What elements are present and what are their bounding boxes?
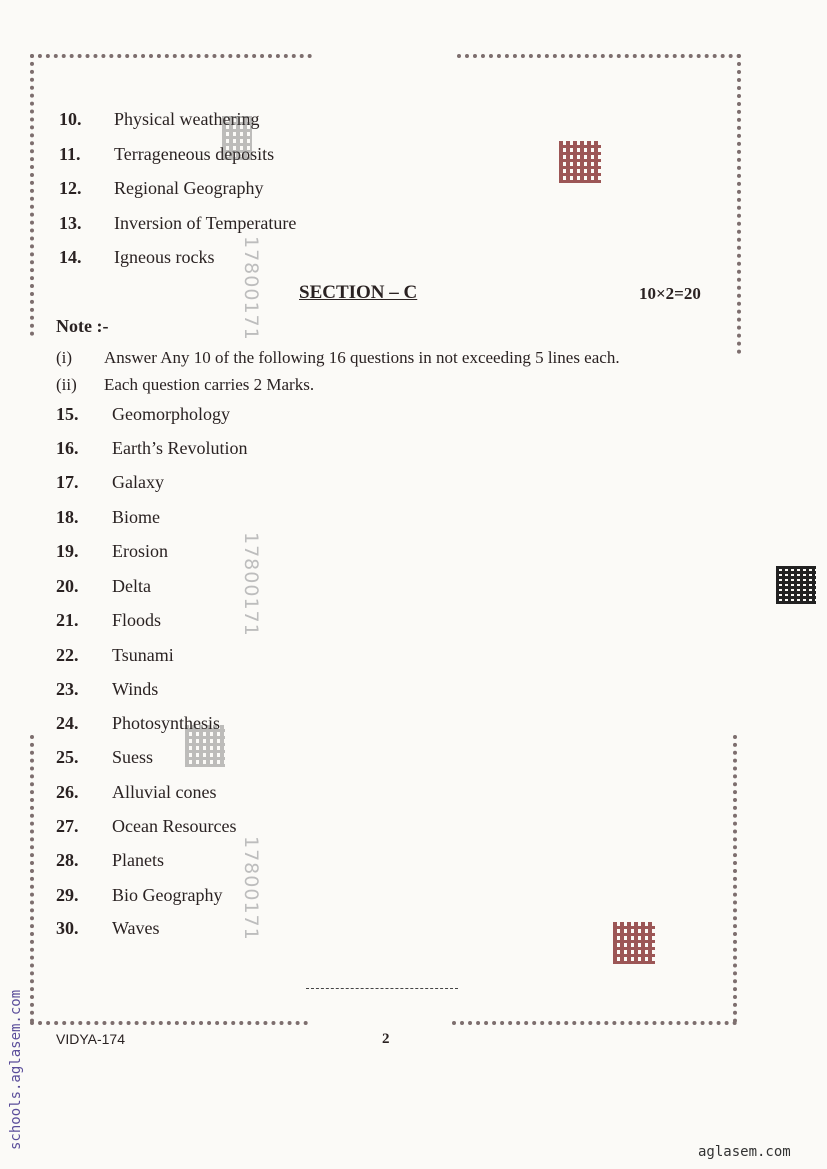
top-border-right — [457, 54, 741, 58]
security-code-icon — [613, 922, 655, 964]
note-number: (i) — [56, 348, 73, 367]
paper-code: VIDYA-174 — [56, 1031, 125, 1047]
note-number: (ii) — [56, 375, 77, 394]
question-text: Terrageneous deposits — [114, 144, 275, 164]
note-text: Each question carries 2 Marks. — [104, 375, 315, 394]
question-number: 14. — [59, 247, 82, 267]
question-number: 21. — [56, 610, 79, 630]
question-text: Photosynthesis — [112, 713, 221, 733]
question-text: Ocean Resources — [112, 816, 237, 836]
left-border-top — [30, 54, 34, 336]
question-text: Alluvial cones — [112, 782, 217, 802]
serial-number: 17800171 — [240, 836, 262, 941]
question-number: 18. — [56, 507, 79, 527]
question-number: 24. — [56, 713, 79, 733]
question-text: Erosion — [112, 541, 168, 561]
page-number: 2 — [382, 1031, 390, 1047]
bottom-watermark: aglasem.com — [698, 1144, 791, 1160]
question-text: Waves — [112, 918, 160, 938]
question-text: Tsunami — [112, 645, 174, 665]
security-code-icon — [185, 725, 225, 767]
question-number: 20. — [56, 576, 79, 596]
section-title: SECTION – C — [299, 282, 418, 303]
serial-number: 17800171 — [240, 532, 262, 637]
question-text: Physical weathering — [114, 109, 260, 129]
question-number: 29. — [56, 885, 79, 905]
question-text: Galaxy — [112, 472, 164, 492]
question-number: 19. — [56, 541, 79, 561]
question-text: Geomorphology — [112, 404, 230, 424]
question-text: Regional Geography — [114, 178, 264, 198]
question-number: 12. — [59, 178, 82, 198]
security-code-icon — [559, 141, 601, 183]
question-number: 30. — [56, 918, 79, 938]
question-number: 10. — [59, 109, 82, 129]
section-marks: 10×2=20 — [639, 284, 701, 303]
question-text: Floods — [112, 610, 162, 630]
question-number: 13. — [59, 213, 82, 233]
security-code-icon — [222, 116, 252, 160]
question-number: 17. — [56, 472, 79, 492]
question-number: 16. — [56, 438, 79, 458]
top-border-left — [30, 54, 312, 58]
bottom-border-right — [452, 1021, 737, 1025]
question-number: 25. — [56, 747, 79, 767]
question-number: 27. — [56, 816, 79, 836]
question-text: Inversion of Temperature — [114, 213, 297, 233]
question-number: 26. — [56, 782, 79, 802]
question-text: Biome — [112, 507, 160, 527]
right-border-top — [737, 54, 741, 354]
question-number: 15. — [56, 404, 79, 424]
question-text: Bio Geography — [112, 885, 223, 905]
question-number: 22. — [56, 645, 79, 665]
bottom-border-left — [30, 1021, 308, 1025]
side-watermark: schools.aglasem.com — [8, 989, 24, 1150]
note-label: Note :- — [56, 316, 109, 336]
question-text: Suess — [112, 747, 154, 767]
question-text: Planets — [112, 850, 164, 870]
question-number: 11. — [59, 144, 81, 164]
question-text: Winds — [112, 679, 159, 699]
end-line — [306, 988, 458, 989]
left-border-bottom — [30, 735, 34, 1023]
question-text: Igneous rocks — [114, 247, 215, 267]
question-text: Delta — [112, 576, 151, 596]
right-border-bottom — [733, 735, 737, 1023]
question-text: Earth’s Revolution — [112, 438, 248, 458]
qr-code-icon — [776, 566, 816, 604]
question-number: 23. — [56, 679, 79, 699]
question-number: 28. — [56, 850, 79, 870]
serial-number: 17800171 — [240, 236, 262, 341]
note-text: Answer Any 10 of the following 16 questions in not exceeding 5 lines each. — [104, 348, 620, 367]
